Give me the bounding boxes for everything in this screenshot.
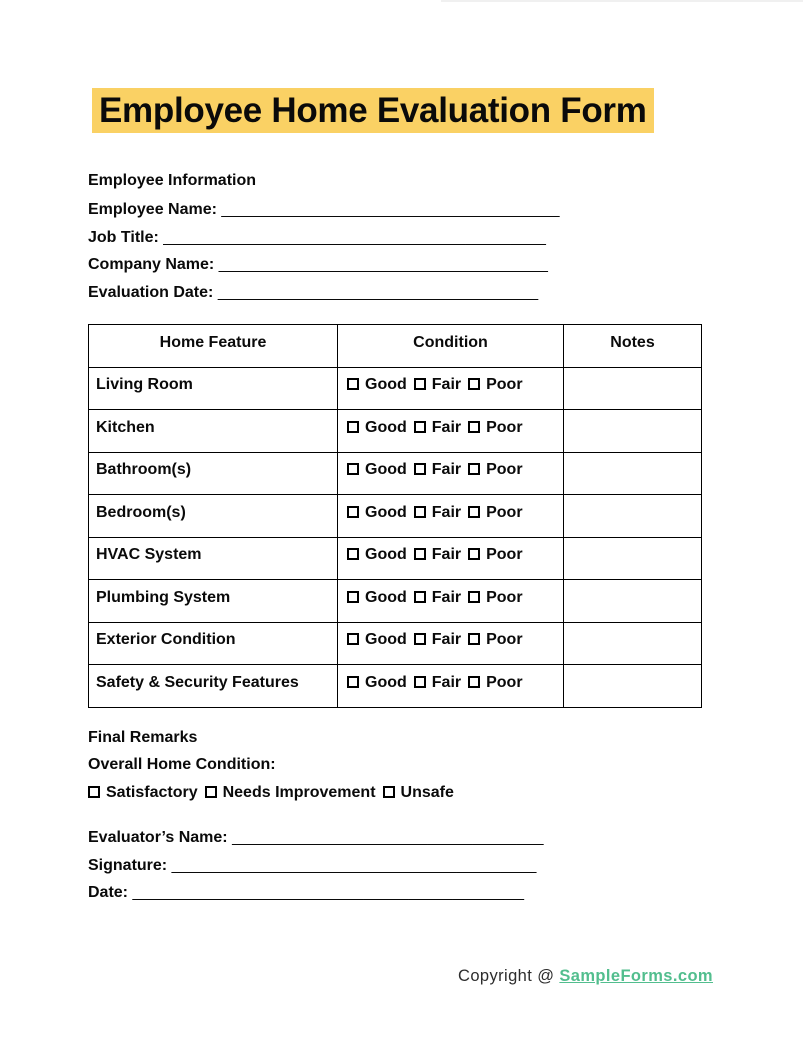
option-unsafe [383,784,454,801]
checkbox-icon[interactable] [414,591,426,603]
checkbox-icon[interactable] [414,463,426,475]
condition-cell [338,367,564,410]
checkbox-icon[interactable] [468,633,480,645]
option-label: Good [365,376,407,394]
option-label: Fair [431,503,462,521]
feature-cell: Bathroom(s) [89,452,338,495]
signature-blank-line[interactable]: _________________________________________ [171,856,537,874]
evaluator-name-blank-line[interactable]: ___________________________________ [232,829,544,846]
sampleforms-link[interactable]: SampleForms.com [559,967,713,985]
table-row [89,452,702,495]
copyright-text: Copyright @ [458,967,560,985]
condition-option-fair [414,419,461,436]
option-label: Poor [486,376,523,394]
condition-option-fair [414,631,461,648]
checkbox-icon[interactable] [468,378,480,390]
checkbox-icon[interactable] [468,591,480,603]
feature-cell: Bedroom(s) [89,495,338,538]
option-label: Good [365,503,407,521]
checkbox-icon[interactable] [468,463,480,475]
employee-name-blank-line[interactable]: ______________________________________ [221,201,560,218]
option-label: Fair [431,418,462,436]
form-title: Employee Home Evaluation Form [92,88,654,133]
option-label: Fair [431,461,462,479]
option-label: Fair [431,673,462,691]
column-header-home-feature: Home Feature [89,325,338,368]
condition-option-poor [468,589,522,606]
column-header-condition: Condition [338,325,564,368]
feature-cell: Exterior Condition [89,622,338,665]
condition-option-poor [468,674,522,691]
condition-option-good [347,631,407,648]
condition-option-good [347,546,407,563]
checkbox-icon[interactable] [414,421,426,433]
checkbox-icon[interactable] [88,786,100,798]
notes-cell[interactable] [564,367,702,410]
option-satisfactory [88,784,198,801]
feature-cell: Safety & Security Features [89,665,338,708]
footer [458,967,713,986]
table-row [89,580,702,623]
feature-cell: Kitchen [89,410,338,453]
checkbox-icon[interactable] [347,548,359,560]
field-job-title [88,224,803,252]
option-label: Poor [486,461,523,479]
condition-option-good [347,461,407,478]
option-label: Good [365,588,407,606]
checkbox-icon[interactable] [414,506,426,518]
date-label: Date: [88,884,129,901]
option-needs-improvement [205,784,376,801]
notes-cell[interactable] [564,665,702,708]
job-title-label: Job Title: [88,228,159,246]
condition-option-poor [468,546,522,563]
condition-option-poor [468,631,522,648]
condition-cell [338,410,564,453]
final-remarks-heading: Final Remarks [88,728,198,746]
option-label: Poor [486,418,523,436]
condition-cell [338,495,564,538]
condition-option-fair [414,504,461,521]
signature-label: Signature: [88,856,168,874]
column-header-notes: Notes [564,325,702,368]
notes-cell[interactable] [564,537,702,580]
employee-name-label: Employee Name: [88,201,217,218]
field-company-name [88,251,803,279]
checkbox-icon[interactable] [347,506,359,518]
condition-cell [338,537,564,580]
overall-condition-options [88,779,803,807]
condition-option-fair [414,461,461,478]
option-label: Poor [486,503,523,521]
checkbox-icon[interactable] [468,506,480,518]
table-row [89,495,702,538]
condition-option-good [347,419,407,436]
notes-cell[interactable] [564,452,702,495]
condition-option-fair [414,546,461,563]
employee-info-fields [88,196,803,306]
checkbox-icon[interactable] [347,421,359,433]
table-row [89,665,702,708]
notes-cell[interactable] [564,580,702,623]
condition-option-poor [468,376,522,393]
condition-option-poor [468,504,522,521]
option-label: Good [365,418,407,436]
option-label: Needs Improvement [222,783,376,801]
checkbox-icon[interactable] [414,633,426,645]
checkbox-icon[interactable] [414,548,426,560]
option-label: Satisfactory [106,783,198,801]
feature-cell: Plumbing System [89,580,338,623]
overall-condition-label: Overall Home Condition: [88,756,276,773]
option-label: Poor [486,546,523,564]
evaluation-date-label: Evaluation Date: [88,283,214,301]
table-row [89,367,702,410]
company-name-label: Company Name: [88,256,215,273]
condition-option-poor [468,419,522,436]
condition-cell [338,580,564,623]
condition-option-good [347,674,407,691]
table-header-row [89,325,702,368]
evaluator-section [88,824,803,907]
notes-cell[interactable] [564,495,702,538]
field-date [88,879,803,907]
checkbox-icon[interactable] [468,676,480,688]
field-evaluation-date [88,279,803,307]
date-blank-line[interactable]: ____________________________________________ [132,884,524,901]
condition-option-fair [414,376,461,393]
checkbox-icon[interactable] [383,786,395,798]
evaluator-name-label: Evaluator’s Name: [88,829,228,846]
form-body [88,172,803,907]
field-signature [88,852,803,880]
table-row [89,537,702,580]
checkbox-icon[interactable] [205,786,217,798]
option-label: Good [365,546,407,564]
condition-cell [338,452,564,495]
top-divider [441,0,803,2]
company-name-blank-line[interactable]: _____________________________________ [218,256,548,273]
notes-cell[interactable] [564,622,702,665]
checkbox-icon[interactable] [468,421,480,433]
evaluation-date-blank-line[interactable]: ____________________________________ [217,283,539,301]
condition-cell [338,622,564,665]
checkbox-icon[interactable] [347,591,359,603]
employee-info-heading: Employee Information [88,172,257,189]
option-label: Unsafe [400,783,454,801]
field-employee-name [88,196,803,224]
checkbox-icon[interactable] [347,676,359,688]
condition-option-poor [468,461,522,478]
option-label: Fair [431,631,462,649]
option-label: Poor [486,631,523,649]
checkbox-icon[interactable] [347,633,359,645]
checkbox-icon[interactable] [414,378,426,390]
condition-option-fair [414,674,461,691]
condition-cell [338,665,564,708]
condition-option-fair [414,589,461,606]
feature-cell: HVAC System [89,537,338,580]
checkbox-icon[interactable] [347,463,359,475]
feature-cell: Living Room [89,367,338,410]
option-label: Poor [486,673,523,691]
condition-option-good [347,504,407,521]
field-evaluator-name [88,824,803,852]
condition-option-good [347,589,407,606]
evaluation-table [88,324,702,708]
option-label: Good [365,631,407,649]
option-label: Fair [431,376,462,394]
notes-cell[interactable] [564,410,702,453]
table-row [89,622,702,665]
option-label: Fair [431,588,462,606]
option-label: Good [365,673,407,691]
final-remarks-section [88,724,803,807]
condition-option-good [347,376,407,393]
table-row [89,410,702,453]
option-label: Fair [431,546,462,564]
checkbox-icon[interactable] [468,548,480,560]
checkbox-icon[interactable] [414,676,426,688]
job-title-blank-line[interactable]: ___________________________________________ [163,228,546,246]
option-label: Good [365,461,407,479]
option-label: Poor [486,588,523,606]
title-section [92,0,803,133]
employee-info-section [88,172,803,306]
checkbox-icon[interactable] [347,378,359,390]
